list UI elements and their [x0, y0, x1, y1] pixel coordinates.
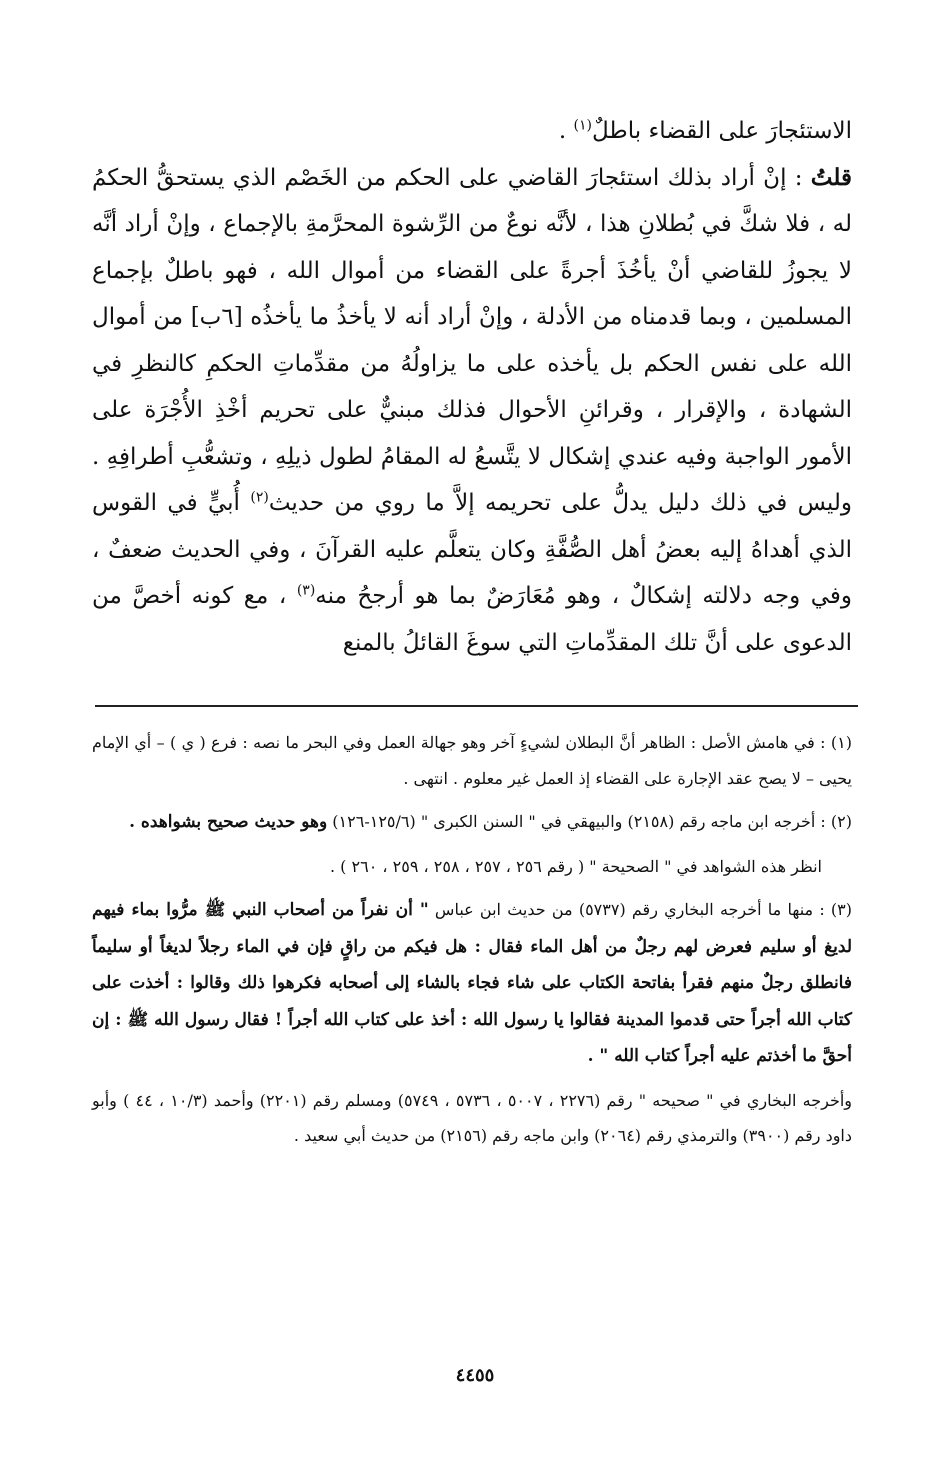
footnote-2-see-also-text: انظر هذه الشواهد في " الصحيحة " ( رقم ٢٥٦ ، ٢٥٧ ، ٢٥٨ ، ٢٥٩ ، ٢٦٠ ) .: [330, 856, 822, 876]
footnote-gap: [92, 1075, 852, 1083]
footnote-3-references: [92, 1083, 852, 1154]
paragraph-2-body: : إنْ أراد بذلك استئجارَ القاضي على الحكم من الخَصْم الذي يستحقُّ الحكمُ له ، فلا شكَّ في بُطلانِ هذا ، لأنَّه نوعٌ من الرِّشوة المحرَّمةِ بالإجماع ، وإنْ أراد أنَّه لا يجوزُ للقاضي أنْ يأخُذَ أجرةً على القضاء من أموال الله ، فهو باطلٌ بإجماع المسلمين ، وبما قدمناه من الأدلة ، وإنْ أراد أنه لا يأخذُ ما يأخذُه [٦ب] من أموال الله على نفس الحكم بل يأخذه على ما يزاولُهُ من مقدِّماتِ الحكمِ كالنظرِ في الشهادة ، والإقرار ، وقرائنِ الأحوال فذلك مبنيٌّ على تحريم أخْذِ الأُجْرَة على الأمور الواجبة وفيه عندي إشكال لا يتَّسعُ له المقامُ لطول ذيلِهِ ، وتشعُّبِ أطرافِهِ . وليس في ذلك دليل يدلُّ على تحريمه إلاَّ ما روي من حديث: [92, 164, 852, 516]
footnotes-section: [92, 725, 852, 1154]
footnote-3-references-text: وأخرجه البخاري في " صحيحه " رقم (٢٢٧٦ ، ٥٠٠٧ ، ٥٧٣٦ ، ٥٧٤٩) ومسلم رقم (٢٢٠١) وأحمد (١٠/٣ ، ٤٤ ) وأبو داود رقم (٣٩٠٠) والترمذي رقم (٢٠٦٤) وابن ماجه رقم (٢١٥٦) من حديث أبي سعيد .: [92, 1090, 852, 1145]
footnote-separator: [95, 705, 858, 707]
footnote-ref-3[interactable]: (٣): [296, 582, 316, 599]
footnote-2-emphasis: وهو حديث صحيح بشواهده .: [129, 812, 328, 832]
footnote-2-see-also: [92, 849, 852, 885]
paragraph-lead-word: قلتُ: [810, 163, 852, 191]
page-number: ٤٤٥٥: [455, 1365, 495, 1386]
footnote-gap: [92, 841, 852, 849]
footnote-gap: [92, 884, 852, 892]
footnote-2-text: (٢) : أخرجه ابن ماجه رقم (٢١٥٨) والبيهقي في " السنن الكبرى " (١٢٥/٦-١٢٦): [327, 812, 852, 831]
main-text: [92, 108, 852, 666]
footnote-ref-2[interactable]: (٢): [250, 489, 269, 506]
main-paragraph-1: [92, 108, 852, 155]
footnote-2: [92, 804, 852, 841]
footnote-ref-1[interactable]: (١): [573, 117, 592, 134]
footnote-3: [92, 892, 852, 1075]
footnote-3-hadith-text: " أن نفراً من أصحاب النبي ﷺ مرُّوا بماء فيهم لديغ أو سليم فعرض لهم رجلٌ من أهل الماء فقال : هل فيكم من راقٍ فإن في الماء رجلاً لديغاً أو سليماً فانطلق رجلٌ منهم فقرأ بفاتحة الكتاب على شاء فجاء بالشاء إلى أصحابه فكرهوا ذلك وقالوا : أخذت على كتاب الله أجراً حتى قدموا المدينة فقالوا يا رسول الله : أخذ على كتاب الله أجراً ! فقال رسول الله ﷺ : إن أحقَّ ما أخذتم عليه أجراً كتاب الله " .: [92, 900, 852, 1066]
paragraph-2-body-2: أُبيٍّ في القوس الذي أهداهُ إليه بعضُ أهل الصُّفَّةِ وكان يتعلَّم عليه القرآنَ ، وفي الحديث ضعفٌ ، وفي وجه دلالته إشكالٌ ، وهو مُعَارَضٌ بما هو أرجحُ منه: [92, 490, 853, 609]
main-line-1-end: .: [558, 118, 574, 144]
footnote-1: [92, 725, 852, 796]
footnote-3-text: (٣) : منها ما أخرجه البخاري رقم (٥٧٣٧) من حديث ابن عباس: [428, 900, 853, 919]
footnote-1-text: (١) : في هامش الأصل : الظاهر أنَّ البطلان لشيءٍ آخر وهو جهالة العمل وفي البحر ما نصه : فرع ( ي ) – أي الإمام يحيى – لا يصح عقد الإجارة على القضاء إذ العمل غير معلوم . انتهى .: [92, 733, 852, 788]
paragraph-2-body-3: ، مع كونه أخصَّ من الدعوى على أنَّ تلك المقدِّماتِ التي سوغَ القائلُ بالمنع: [92, 583, 852, 656]
footnote-gap: [92, 796, 852, 804]
main-line-1: الاستئجارَ على القضاء باطلٌ: [592, 118, 852, 144]
main-paragraph-2: [92, 155, 852, 667]
